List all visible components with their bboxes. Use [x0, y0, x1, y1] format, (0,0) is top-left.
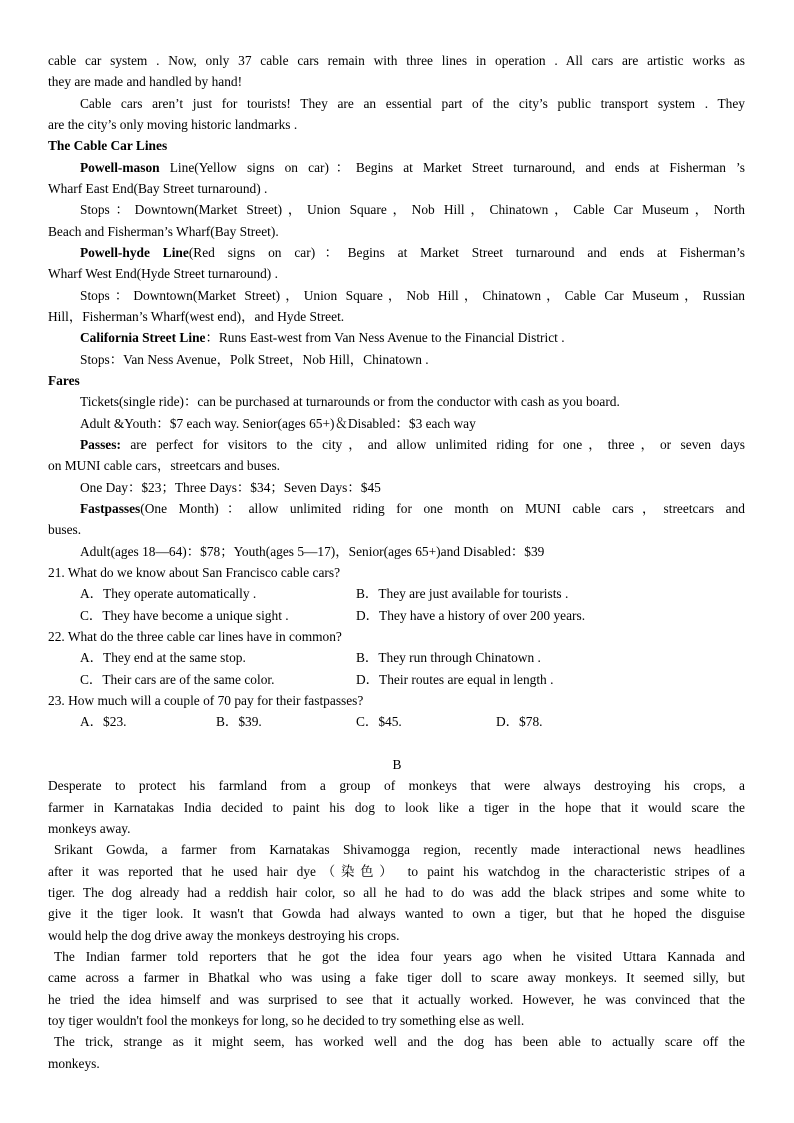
- passage-b-line-12: toy tiger wouldn't fool the monkeys for long, so he decided to try something else as well.: [48, 1013, 525, 1028]
- passes-label: Passes:: [80, 437, 121, 452]
- powell-mason-line-1: [80, 157, 745, 178]
- passage-b-line-2: farmer in Karnatakas India decided to paint his dog to look like a tiger in the hope that it would scare the: [48, 800, 745, 815]
- fastpasses-label: Fastpasses: [80, 501, 141, 516]
- intro-line-3: Cable cars aren’t just for tourists! They are an essential part of the city’s public transport system . They: [80, 96, 745, 111]
- powell-mason-desc: Line(Yellow signs on car)：Begins at Market Street turnaround, and ends at Fisherman ’s: [159, 160, 745, 175]
- passes-desc: are perfect for visitors to the city，and allow unlimited riding for one，three，or seven days: [120, 437, 745, 452]
- passage-b-line-1: Desperate to protect his farmland from a group of monkeys that were always destroying his crops, a: [48, 778, 745, 793]
- passage-b-line-3: monkeys away.: [48, 821, 131, 836]
- passage-b-line-5: after it was reported that he used hair dye（染色） to paint his watchdog in the characteristic stripes of a: [48, 864, 745, 879]
- california-desc: ：Runs East-west from Van Ness Avenue to the Financial District .: [205, 330, 565, 345]
- fares-fastpasses-prices: Adult(ages 18—64)：$78；Youth(ages 5—17)，Senior(ages 65+)and Disabled：$39: [80, 544, 545, 559]
- fares-adult: Adult &Youth：$7 each way. Senior(ages 65+)＆Disabled：$3 each way: [80, 416, 476, 431]
- question-21-option-c: C．They have become a unique sight .: [80, 608, 289, 623]
- powell-mason-stops-2: Beach and Fisherman’s Wharf(Bay Street).: [48, 224, 279, 239]
- california-stops: Stops：Van Ness Avenue，Polk Street，Nob Hill，Chinatown .: [80, 352, 429, 367]
- question-22-option-b: B．They run through Chinatown .: [356, 650, 541, 665]
- question-21-stem: 21. What do we know about San Francisco cable cars?: [48, 565, 341, 580]
- question-21-option-a: A．They operate automatically .: [80, 586, 257, 601]
- question-23-option-a: A．$23.: [80, 714, 127, 729]
- california-line-1: [80, 327, 745, 348]
- passage-b-line-9: The Indian farmer told reporters that he got the idea four years ago when he visited Uttara Kannada and: [54, 949, 745, 964]
- fares-fastpasses-line-2: buses.: [48, 522, 82, 537]
- passage-b-line-8: would help the dog drive away the monkeys destroying his crops.: [48, 928, 400, 943]
- passage-b-line-11: he tried the idea himself and was surprised to see that it actually worked. However, he was convinced that the: [48, 992, 745, 1007]
- powell-hyde-line-1: [80, 242, 745, 263]
- question-22-option-c: C．Their cars are of the same color.: [80, 672, 275, 687]
- heading-text: The Cable Car Lines: [48, 138, 168, 153]
- question-21-option-d: D．They have a history of over 200 years.: [356, 608, 586, 623]
- powell-hyde-line-2: Wharf West End(Hyde Street turnaround) .: [48, 266, 278, 281]
- fastpasses-desc: (One Month)：allow unlimited riding for one month on MUNI cable cars，streetcars and: [140, 501, 745, 516]
- question-21-option-b: B．They are just available for tourists .: [356, 586, 569, 601]
- powell-hyde-stops-1: Stops：Downtown(Market Street)，Union Square，Nob Hill，Chinatown，Cable Car Museum，Russian: [80, 288, 745, 303]
- question-23-option-b: B．$39.: [216, 714, 262, 729]
- question-22-option-a: A．They end at the same stop.: [80, 650, 246, 665]
- passage-b-line-10: came across a farmer in Bhatkal who was using a fake tiger doll to scare away monkeys. It seemed silly, but: [48, 970, 745, 985]
- powell-hyde-desc: (Red signs on car)：Begins at Market Street turnaround and ends at Fisherman’s: [188, 245, 745, 260]
- passage-b-line-6: tiger. The dog already had a reddish hair color, so all he had to do was add the black stripes and some white to: [48, 885, 745, 900]
- passage-b-line-7: give it the tiger look. It wasn't that Gowda had always wanted to own a tiger, but that he hoped the disguise: [48, 906, 745, 921]
- intro-line-1: cable car system . Now, only 37 cable cars remain with three lines in operation . All cars are artistic works as: [48, 53, 745, 68]
- question-23-option-c: C．$45.: [356, 714, 402, 729]
- passage-b-line-14: monkeys.: [48, 1056, 100, 1071]
- powell-mason-line-2: Wharf East End(Bay Street turnaround) .: [48, 181, 268, 196]
- fares-heading-text: Fares: [48, 373, 80, 388]
- section-heading-fares: [48, 370, 745, 391]
- powell-hyde-stops-2: Hill，Fisherman’s Wharf(west end)，and Hyde Street.: [48, 309, 345, 324]
- passage-b-line-4: Srikant Gowda, a farmer from Karnatakas Shivamogga region, recently made interactional news headlines: [54, 842, 745, 857]
- powell-mason-stops-1: Stops：Downtown(Market Street)，Union Square，Nob Hill，Chinatown，Cable Car Museum，North: [80, 202, 745, 217]
- passage-b-label: B: [392, 757, 402, 772]
- question-23-option-d: D．$78.: [496, 714, 543, 729]
- fares-fastpasses-line-1: [80, 498, 745, 519]
- fares-tickets: Tickets(single ride)：can be purchased at turnarounds or from the conductor with cash as you board.: [80, 394, 620, 409]
- fares-passes-prices: One Day：$23；Three Days：$34；Seven Days：$45: [80, 480, 381, 495]
- fares-passes-line-2: on MUNI cable cars，streetcars and buses.: [48, 458, 281, 473]
- passage-b-line-13: The trick, strange as it might seem, has worked well and the dog has been able to actually scare off the: [54, 1034, 745, 1049]
- powell-hyde-name: Powell-hyde Line: [80, 245, 189, 260]
- california-name: California Street Line: [80, 330, 206, 345]
- intro-line-2: they are made and handled by hand!: [48, 74, 243, 89]
- question-22-option-d: D．Their routes are equal in length .: [356, 672, 554, 687]
- intro-line-4: are the city’s only moving historic landmarks .: [48, 117, 298, 132]
- question-23-stem: 23. How much will a couple of 70 pay for their fastpasses?: [48, 693, 364, 708]
- fares-passes-line-1: [80, 434, 745, 455]
- powell-mason-name: Powell-mason: [80, 160, 160, 175]
- question-22-stem: 22. What do the three cable car lines have in common?: [48, 629, 342, 644]
- section-heading-lines: [48, 135, 745, 156]
